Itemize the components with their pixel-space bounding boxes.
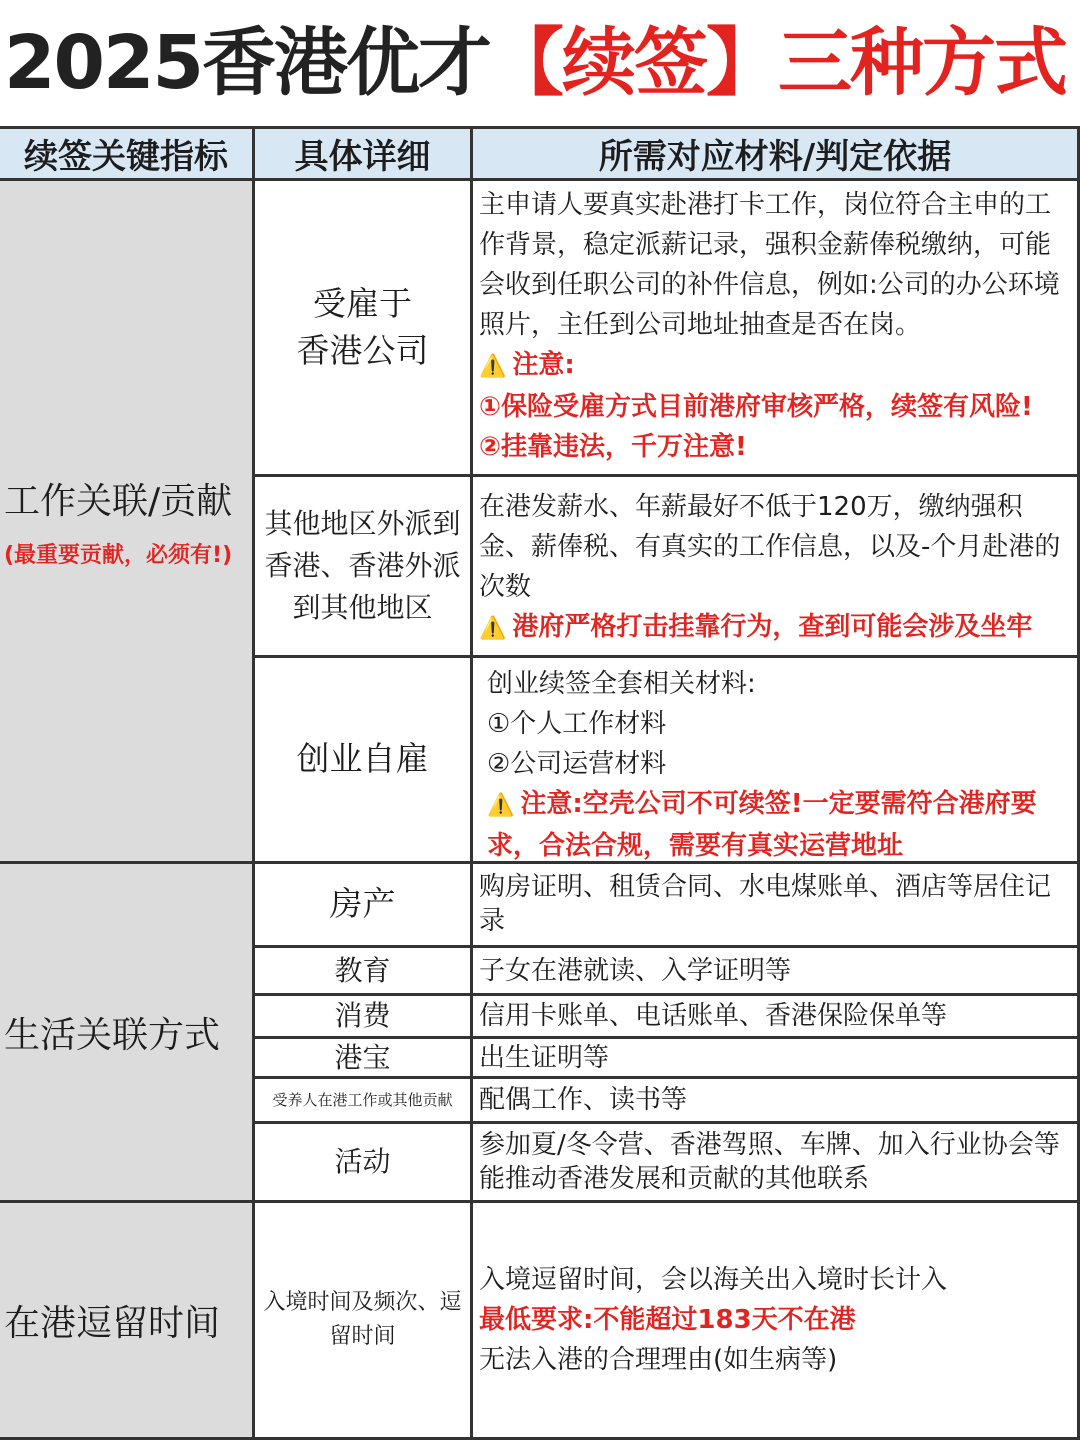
page-title bbox=[0, 0, 1080, 126]
detail-property: 房产 bbox=[255, 864, 473, 948]
materials-property bbox=[473, 864, 1080, 948]
title-main: 2025香港优才 bbox=[4, 20, 490, 106]
materials-stay-time bbox=[473, 1203, 1080, 1440]
materials-dependants bbox=[473, 1079, 1080, 1124]
category-label: 生活关联方式 bbox=[4, 1014, 221, 1056]
material-text: 主申请人要真实赴港打卡工作，岗位符合主申的工作背景，稳定派薪记录，强积金薪俸税缴纳，可能会收到任职公司的补件信息，例如:公司的办公环境照片，主任到公司地址抽查是否在岗。 bbox=[479, 190, 1060, 340]
material-warning: ①保险受雇方式目前港府审核严格，续签有风险! bbox=[479, 392, 1033, 422]
category-work bbox=[0, 181, 255, 864]
material-text: 参加夏/冬令营、香港驾照、车牌、加入行业协会等能推动香港发展和贡献的其他联系 bbox=[479, 1130, 1060, 1194]
material-text: 创业续签全套相关材料: bbox=[487, 669, 756, 699]
material-text: 在港发薪水、年薪最好不低于120万，缴纳强积金、薪俸税、有真实的工作信息，以及-个月赴港的次数 bbox=[479, 492, 1061, 602]
material-warning: ②挂靠违法，千万注意! bbox=[479, 432, 747, 462]
material-warning: 注意:空壳公司不可续签!一定要需符合港府要求，合法合规，需要有真实运营地址 bbox=[487, 789, 1037, 861]
detail-consumption: 消费 bbox=[255, 996, 473, 1039]
materials-hk-baby bbox=[473, 1039, 1080, 1079]
material-warning: 港府严格打击挂靠行为，查到可能会涉及坐牢 bbox=[512, 612, 1033, 642]
materials-education bbox=[473, 948, 1080, 996]
detail-stay-time: 入境时间及频次、逗留时间 bbox=[255, 1203, 473, 1440]
header-detail: 具体详细 bbox=[255, 126, 473, 181]
material-text: 信用卡账单、电话账单、香港保险保单等 bbox=[479, 1001, 948, 1031]
warning-triangle-icon: ⚠️ bbox=[479, 616, 507, 641]
materials-self-employed bbox=[473, 658, 1080, 864]
category-label: 工作关联/贡献 bbox=[4, 481, 233, 522]
detail-hk-employment: 受雇于 香港公司 bbox=[255, 181, 473, 477]
detail-secondment: 其他地区外派到香港、香港外派到其他地区 bbox=[255, 477, 473, 658]
materials-consumption bbox=[473, 996, 1080, 1039]
material-text: 子女在港就读、入学证明等 bbox=[479, 955, 792, 986]
material-text: 入境逗留时间，会以海关出入境时长计入 bbox=[479, 1265, 948, 1295]
warning-triangle-icon: ⚠️ bbox=[487, 793, 515, 818]
detail-dependants: 受养人在港工作或其他贡献 bbox=[255, 1079, 473, 1124]
material-warning: 注意: bbox=[512, 350, 575, 380]
material-warning: 最低要求:不能超过183天不在港 bbox=[479, 1305, 856, 1335]
header-indicator: 续签关键指标 bbox=[0, 126, 255, 181]
category-label: 在港逗留时间 bbox=[4, 1302, 221, 1344]
materials-activities bbox=[473, 1124, 1080, 1203]
material-text: 出生证明等 bbox=[479, 1042, 610, 1073]
materials-hk-employment bbox=[473, 181, 1080, 477]
material-text: ①个人工作材料 bbox=[487, 709, 667, 739]
detail-education: 教育 bbox=[255, 948, 473, 996]
category-note: (最重要贡献，必须有!) bbox=[4, 543, 233, 568]
detail-activities: 活动 bbox=[255, 1124, 473, 1203]
detail-hk-baby: 港宝 bbox=[255, 1039, 473, 1079]
material-text: 无法入港的合理理由(如生病等) bbox=[479, 1345, 838, 1375]
detail-self-employed: 创业自雇 bbox=[255, 658, 473, 864]
category-life bbox=[0, 864, 255, 1203]
renewal-table bbox=[0, 126, 1080, 1440]
material-text: 购房证明、租赁合同、水电煤账单、酒店等居住记录 bbox=[479, 872, 1052, 936]
materials-secondment bbox=[473, 477, 1080, 658]
warning-triangle-icon: ⚠️ bbox=[479, 354, 507, 379]
header-materials: 所需对应材料/判定依据 bbox=[473, 126, 1080, 181]
title-highlight: 【续签】三种方式 bbox=[489, 20, 1066, 106]
material-text: 配偶工作、读书等 bbox=[479, 1085, 688, 1115]
material-text: ②公司运营材料 bbox=[487, 749, 667, 779]
category-stay bbox=[0, 1203, 255, 1440]
